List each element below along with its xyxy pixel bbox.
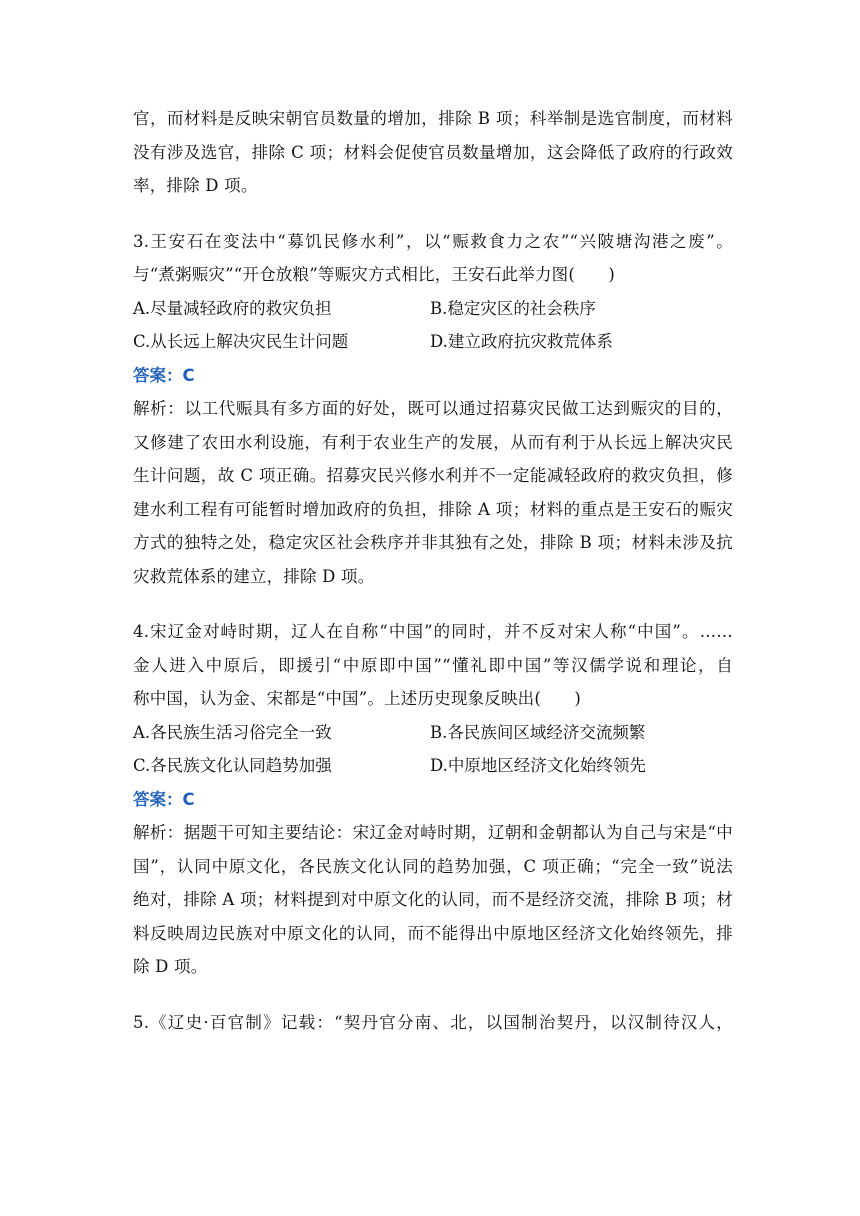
option-a: A.尽量减轻政府的救灾负担 <box>133 298 332 318</box>
option-d: D.中原地区经济文化始终领先 <box>430 756 646 775</box>
options-row <box>133 325 733 359</box>
options-row <box>133 716 733 750</box>
analysis-line: 建水利工程有可能暂时增加政府的负担，排除 A 项；材料的重点是王安石的赈灾 <box>133 499 733 519</box>
option-b: B.各民族间区域经济交流频繁 <box>430 722 646 742</box>
question-stem-line: 金人进入中原后，即援引“中原即中国”“懂礼即中国”等汉儒学说和理论，自 <box>133 655 733 675</box>
text-line: 没有涉及选官，排除 C 项；材料会促使官员数量增加，这会降低了政府的行政效 <box>133 142 733 162</box>
previous-analysis <box>133 102 733 203</box>
option-b: B.稳定灾区的社会秩序 <box>430 298 596 318</box>
question-stem-line: 称中国，认为金、宋都是“中国”。上述历史现象反映出( ) <box>133 689 582 708</box>
answer-label: 答案：C <box>133 365 195 385</box>
text-line: 官，而材料是反映宋朝官员数量的增加，排除 B 项；科举制是选官制度，而材料 <box>133 109 733 128</box>
answer-label: 答案：C <box>133 789 195 809</box>
option-c: C.从长远上解决灾民生计问题 <box>133 332 349 351</box>
analysis-line: 方式的独特之处，稳定灾区社会秩序并非其独有之处，排除 B 项；材料未涉及抗 <box>133 533 733 552</box>
option-d: D.建立政府抗灾救荒体系 <box>430 332 613 351</box>
analysis-line: 解析：以工代赈具有多方面的好处，既可以通过招募灾民做工达到赈灾的目的， <box>133 399 733 418</box>
option-a: A.各民族生活习俗完全一致 <box>133 722 332 742</box>
analysis-line: 料反映周边民族对中原文化的认同，而不能得出中原地区经济文化始终领先，排 <box>133 923 733 943</box>
options-row <box>133 292 733 326</box>
document-page <box>133 102 733 1039</box>
question-stem-line: 与“煮粥赈灾”“开仓放粮”等赈灾方式相比，王安石此举力图( ) <box>133 265 616 284</box>
text-line: 率，排除 D 项。 <box>133 176 258 195</box>
analysis-line: 灾救荒体系的建立，排除 D 项。 <box>133 566 375 586</box>
options-row <box>133 749 733 783</box>
question-stem-line: 5.《辽史·百官制》记载：“契丹官分南、北，以国制治契丹，以汉制待汉人， <box>133 1012 733 1032</box>
analysis <box>133 392 733 593</box>
question-4 <box>133 615 733 984</box>
question-stem-line: 3.王安石在变法中“募饥民修水利”，以“赈救食力之农”“兴陂塘沟港之废”。 <box>133 231 733 251</box>
question-3 <box>133 225 733 594</box>
analysis-line: 生计问题，故 C 项正确。招募灾民兴修水利并不一定能减轻政府的救灾负担，修 <box>133 466 733 485</box>
analysis-line: 国”，认同中原文化，各民族文化认同的趋势加强，C 项正确；“完全一致”说法 <box>133 856 733 876</box>
analysis <box>133 816 733 984</box>
spacer <box>133 203 733 225</box>
question-stem-line: 4.宋辽金对峙时期，辽人在自称“中国”的同时，并不反对宋人称“中国”。…… <box>133 622 733 641</box>
analysis-line: 绝对，排除 A 项；材料提到对中原文化的认同，而不是经济交流，排除 B 项；材 <box>133 890 733 909</box>
question-5 <box>133 1006 733 1040</box>
analysis-line: 又修建了农田水利设施，有利于农业生产的发展，从而有利于从长远上解决灾民 <box>133 432 733 452</box>
option-c: C.各民族文化认同趋势加强 <box>133 756 332 775</box>
analysis-line: 解析：据题干可知主要结论：宋辽金对峙时期，辽朝和金朝都认为自己与宋是“中 <box>133 823 733 842</box>
spacer <box>133 984 733 1006</box>
analysis-line: 除 D 项。 <box>133 957 208 976</box>
spacer <box>133 593 733 615</box>
